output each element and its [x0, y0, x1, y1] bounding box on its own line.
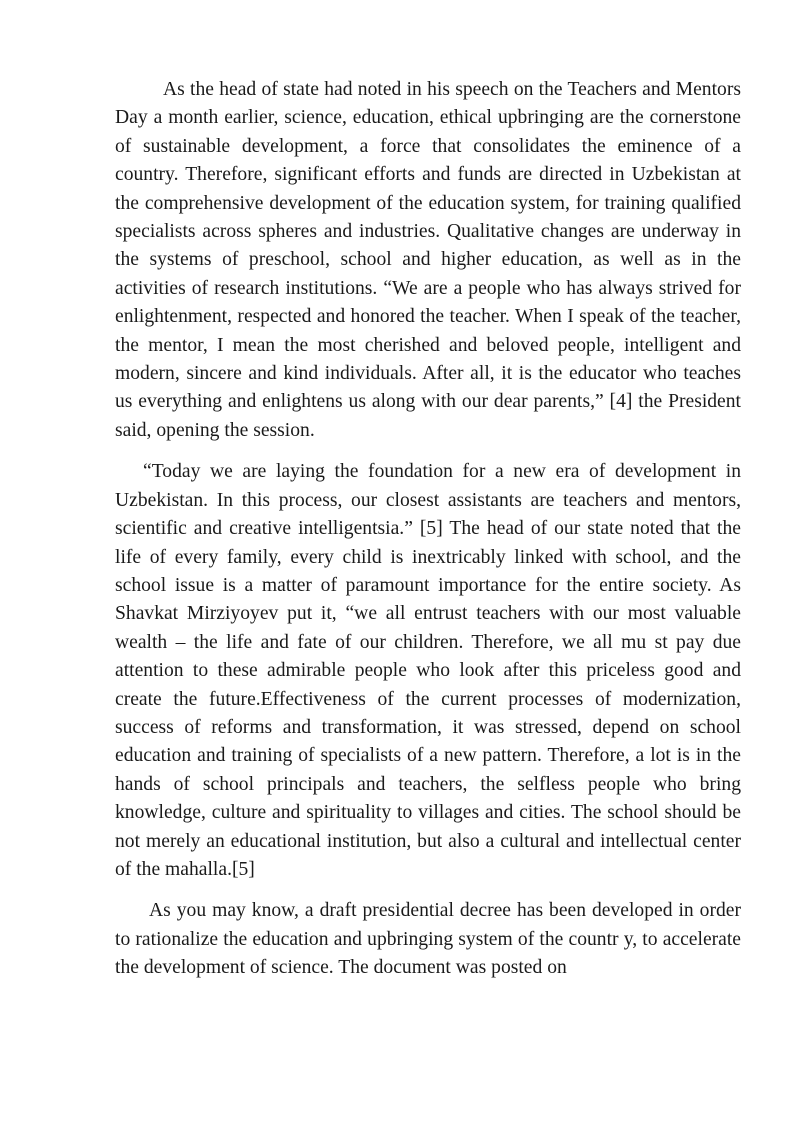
paragraph-teachers-day-speech: As the head of state had noted in his speech on the Teachers and Mentors Day a month earlier, science, education, ethical upbringing are the cornerstone of sustainable development, a force that consolidates the eminence of a country. Therefore, significant efforts and funds are directed in Uzbekistan at the comprehensive development of the education system, for training qualified specialists across spheres and industries. Qualitative changes are underway in the systems of preschool, school and higher education, as well as in the activities of research institutions. “We are a people who has always strived for enlightenment, respected and honored the teacher. When I speak of the teacher, the mentor, I mean the most cherished and beloved people, intelligent and modern, sincere and kind individuals. After all, it is the educator who teaches us everything and enlightens us along with our dear parents,” [4] the President said, opening the session. — [115, 79, 741, 441]
paragraph-new-era-development: “Today we are laying the foundation for a new era of development in Uzbekistan. In this process, our closest assistants are teachers and mentors, scientific and creative intelligentsia.” [5] The head of our state noted that the life of every family, every child is inextricably linked with school, and the school issue is a matter of paramount importance for the entire society. As Shavkat Mirziyoyev put it, “we all entrust teachers with our most valuable wealth – the life and fate of our children. Therefore, we all mu st pay due attention to these admirable people who look after this priceless good and create the future.Effectiveness of the current processes of modernization, success of reforms and transformation, it was stressed, depend on school education and training of specialists of a new pattern. Therefore, a lot is in the hands of school principals and teachers, the selfless people who bring knowledge, culture and spirituality to villages and cities. The school should be not merely an educational institution, but also a cultural and intellectual center of the mahalla.[5] — [115, 461, 741, 880]
document-page — [115, 76, 741, 983]
paragraph-draft-decree: As you may know, a draft presidential decree has been developed in order to rationalize the education and upbringing system of the countr y, to accelerate the development of science. The document was posted on — [115, 900, 741, 979]
